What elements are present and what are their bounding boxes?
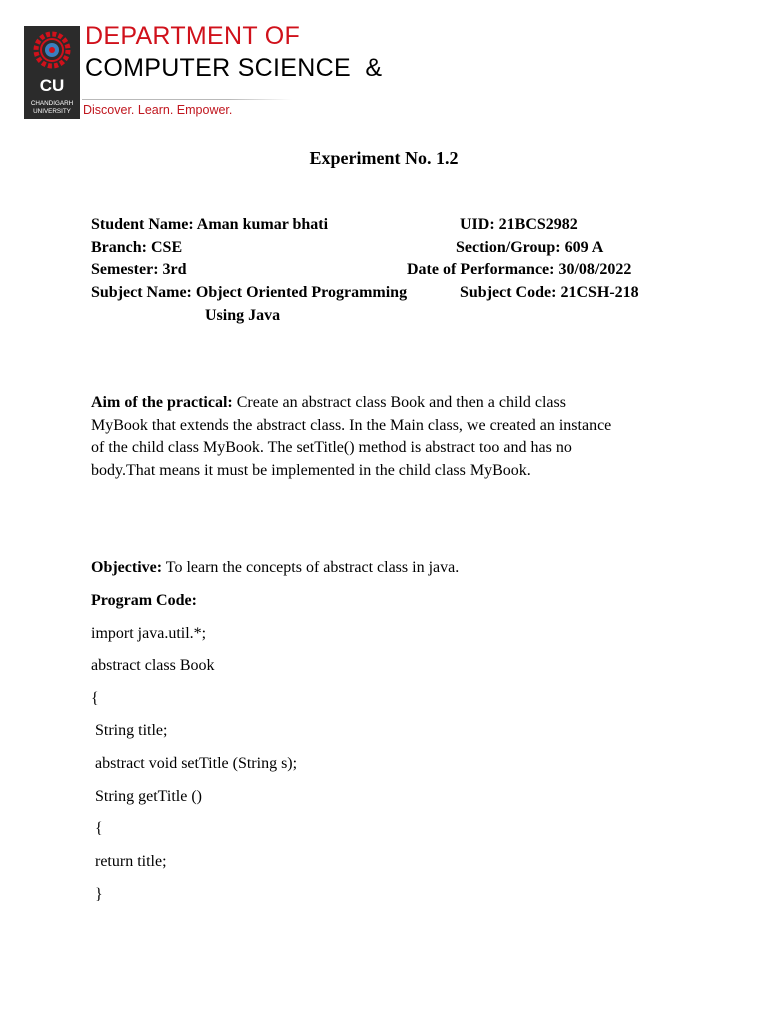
logo-name-line2: UNIVERSITY — [33, 108, 71, 115]
date-of-performance: Date of Performance: 30/08/2022 — [407, 261, 632, 278]
branch: Branch: CSE — [91, 239, 183, 256]
aim-label: Aim of the practical: — [91, 394, 233, 411]
logo-name-line1: CHANDIGARH — [30, 100, 74, 107]
aim-text-line4: body.That means it must be implemented in the child class MyBook. — [91, 461, 531, 479]
program-code-label: Program Code: — [91, 592, 197, 609]
subject-name-continued: Using Java — [205, 307, 281, 324]
code-line: abstract void setTitle (String s); — [91, 755, 298, 772]
department-title-line1: DEPARTMENT OF — [85, 22, 301, 50]
code-line: String title; — [91, 722, 168, 739]
code-line: import java.util.*; — [91, 625, 207, 642]
objective-label: Objective: — [91, 559, 163, 576]
tagline-divider — [82, 99, 292, 100]
student-name: Student Name: Aman kumar bhati — [91, 216, 329, 233]
tagline: Discover. Learn. Empower. — [83, 103, 233, 117]
experiment-title: Experiment No. 1.2 — [309, 148, 459, 168]
logo-initials: CU — [39, 76, 65, 95]
department-title-line2: COMPUTER SCIENCE & — [85, 54, 383, 82]
code-line: { — [91, 820, 103, 837]
semester: Semester: 3rd — [91, 261, 187, 278]
subject-code: Subject Code: 21CSH-218 — [460, 284, 639, 301]
objective-text: To learn the concepts of abstract class in java. — [162, 559, 460, 576]
code-line: } — [91, 886, 103, 903]
code-line: abstract class Book — [91, 657, 215, 674]
code-line: return title; — [91, 853, 167, 870]
objective — [91, 559, 459, 577]
code-line: { — [91, 690, 99, 707]
subject-name: Subject Name: Object Oriented Programming — [91, 284, 408, 301]
aim-text-line1: Create an abstract class Book and then a child class — [232, 394, 566, 411]
aim-paragraph — [91, 392, 671, 482]
aim-text-line2: MyBook that extends the abstract class. In the Main class, we created an instance — [91, 416, 612, 434]
code-line: String getTitle () — [91, 788, 202, 805]
chandigarh-university-logo — [24, 26, 80, 119]
section-group: Section/Group: 609 A — [456, 239, 604, 256]
uid: UID: 21BCS2982 — [460, 216, 578, 233]
aim-text-line3: of the child class MyBook. The setTitle() method is abstract too and has no — [91, 439, 572, 456]
